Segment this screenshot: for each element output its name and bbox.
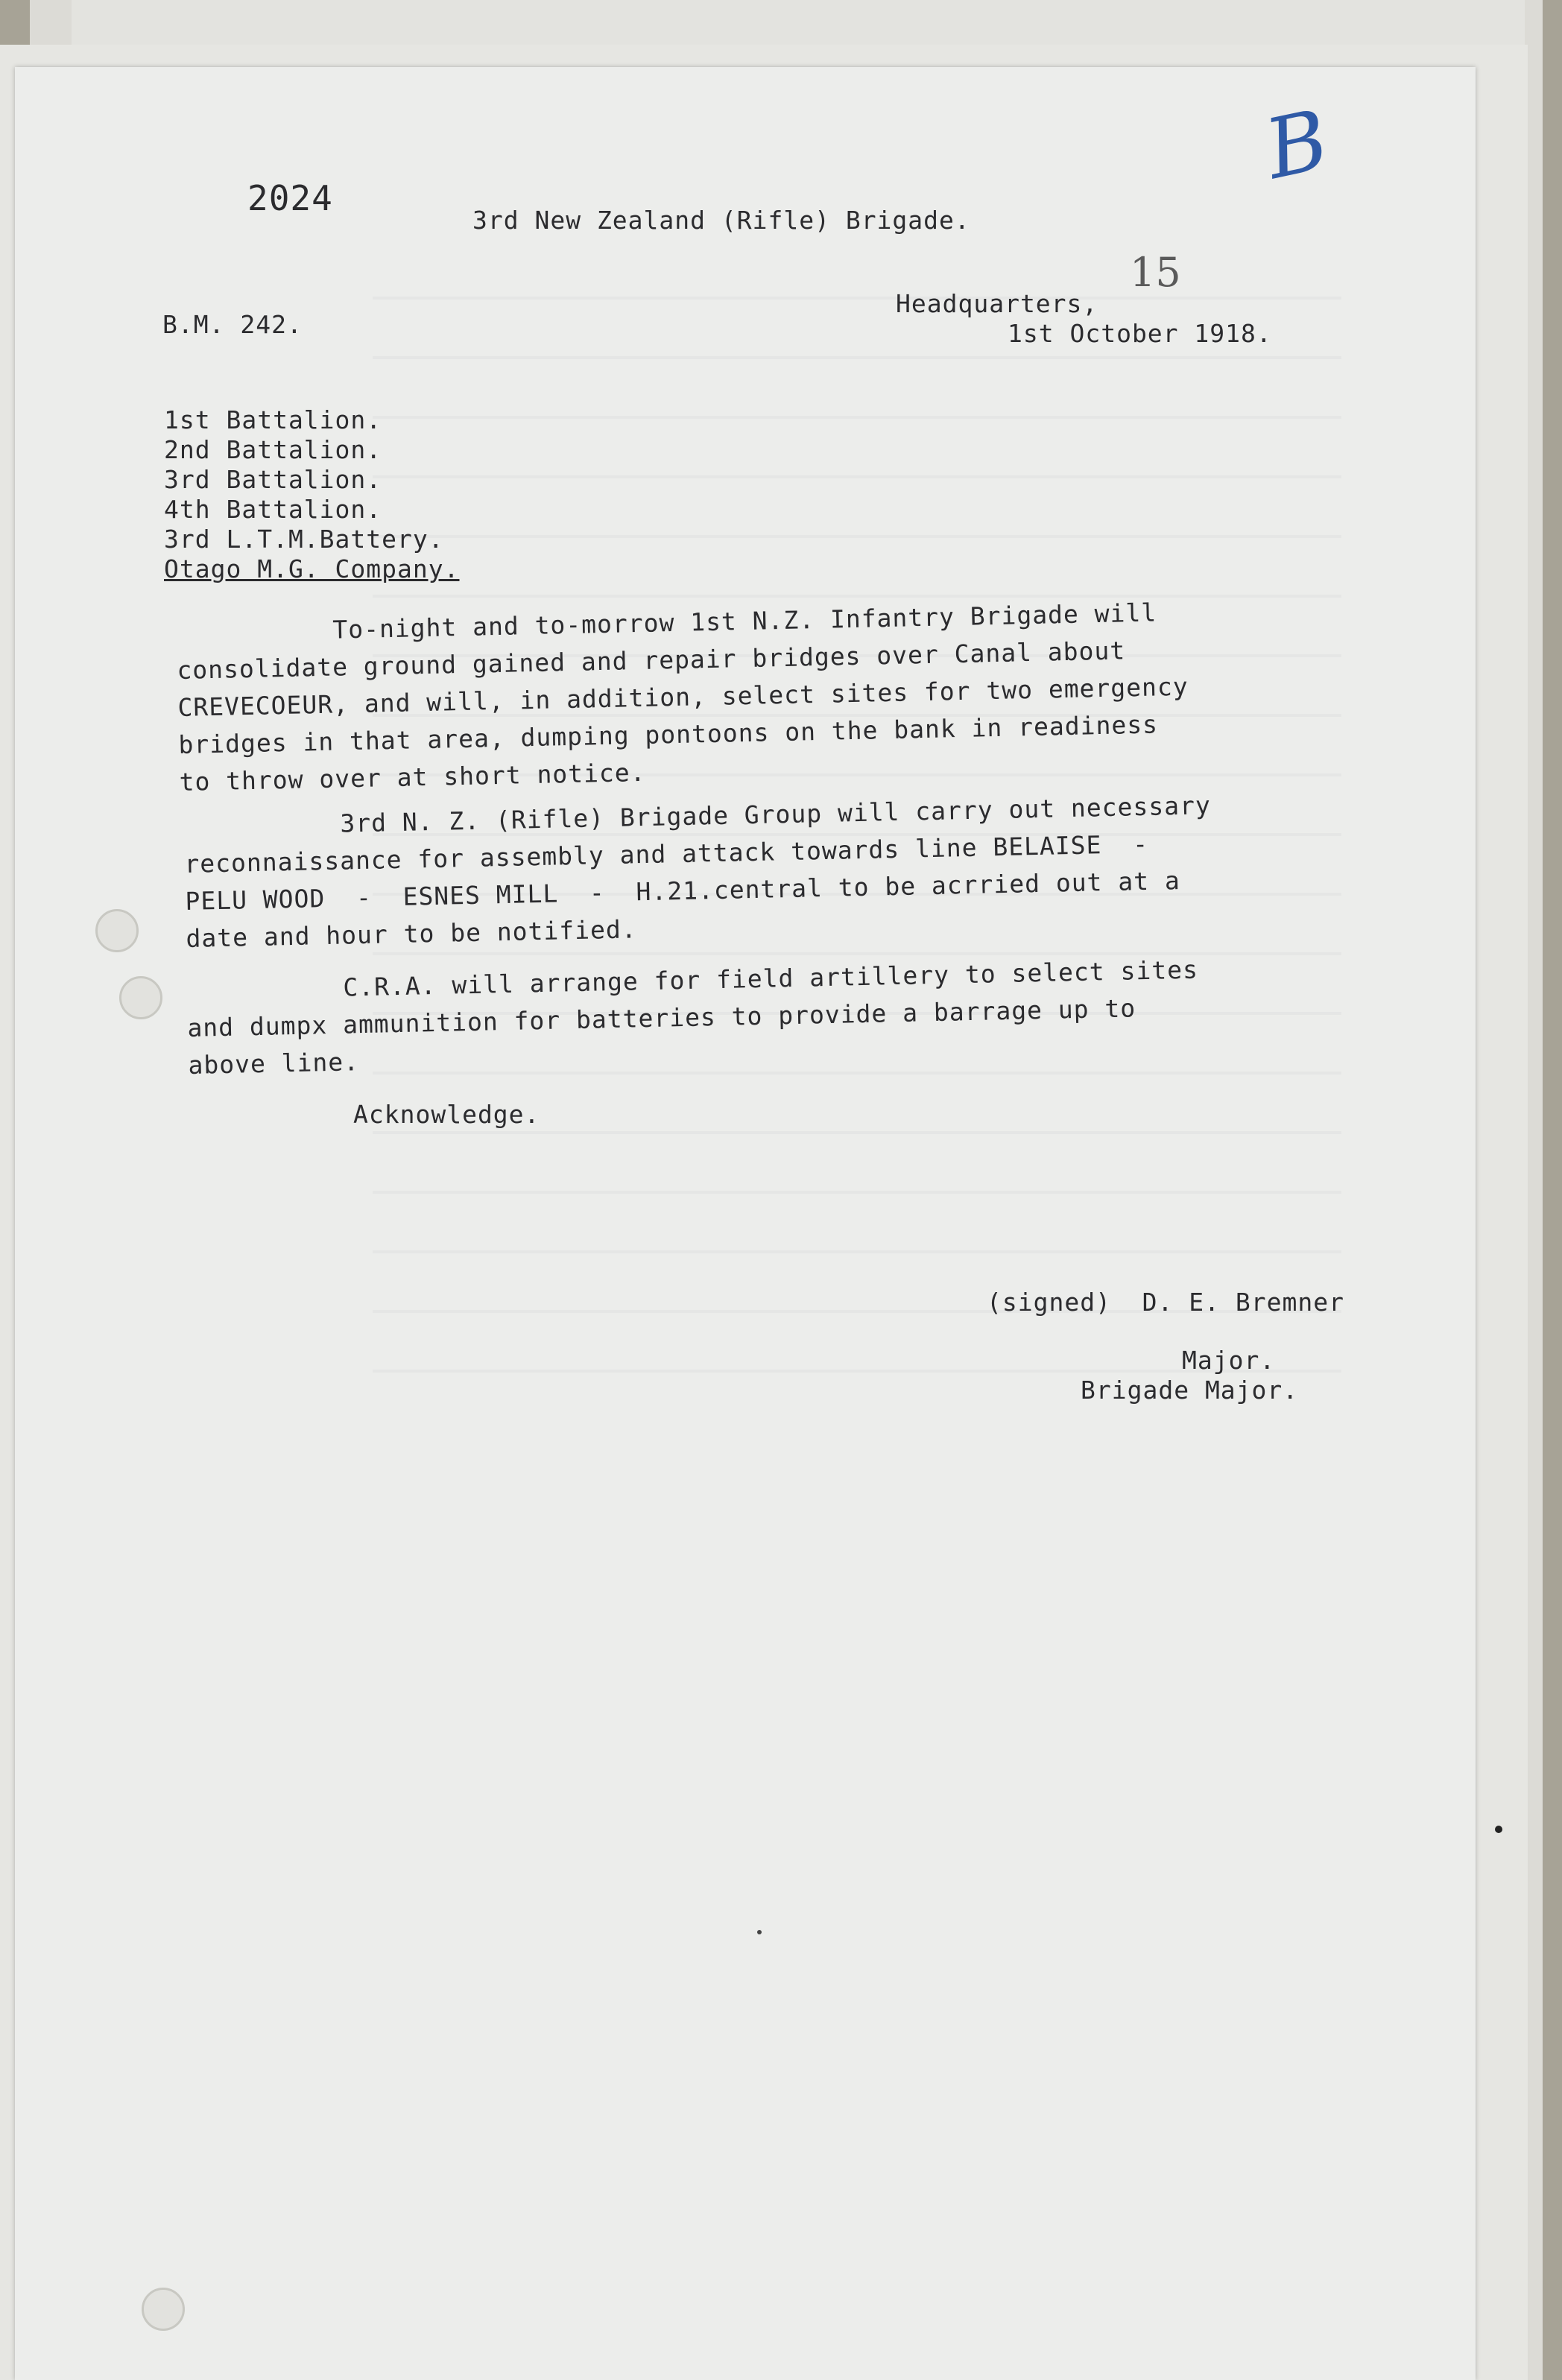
- paragraph-line: bridges in that area, dumping pontoons on the bank in readiness: [178, 709, 1159, 759]
- signatory-title: Brigade Major.: [1081, 1376, 1299, 1405]
- file-number: 2024: [247, 178, 333, 218]
- recipient: 2nd Battalion.: [164, 435, 382, 464]
- punch-hole: [142, 2288, 185, 2331]
- punch-hole: [119, 976, 162, 1019]
- recipient: Otago M.G. Company.: [164, 554, 460, 583]
- page-number: 15: [1130, 249, 1181, 296]
- paragraph-line: To-night and to-morrow 1st N.Z. Infantry Brigade will: [332, 598, 1157, 645]
- paragraph-line: above line.: [188, 1047, 360, 1080]
- paragraph-line: 3rd N. Z. (Rifle) Brigade Group will carry out necessary: [339, 791, 1212, 838]
- paragraph-line: date and hour to be notified.: [186, 914, 637, 953]
- ink-dot: [757, 1930, 762, 1934]
- paragraph-line: and dumpx ammunition for batteries to provide a barrage up to: [187, 993, 1136, 1042]
- document-page: [15, 67, 1476, 2380]
- reference-number: B.M. 242.: [162, 310, 303, 339]
- recipient: 3rd Battalion.: [164, 465, 382, 494]
- rank: Major.: [1182, 1346, 1276, 1375]
- ink-dot: [1495, 1826, 1502, 1833]
- punch-hole: [95, 909, 139, 952]
- recipient: 1st Battalion.: [164, 405, 382, 434]
- date: 1st October 1918.: [1008, 319, 1272, 348]
- paragraph-line: CREVECOEUR, and will, in addition, select sites for two emergency: [177, 671, 1189, 722]
- paragraph-line: reconnaissance for assembly and attack towards line BELAISE -: [184, 829, 1149, 879]
- signature: (signed) D. E. Bremner: [987, 1288, 1344, 1317]
- recipient: 4th Battalion.: [164, 495, 382, 524]
- unit-heading: 3rd New Zealand (Rifle) Brigade.: [472, 206, 970, 235]
- paragraph-line: consolidate ground gained and repair bridges over Canal about: [177, 636, 1126, 685]
- location: Headquarters,: [896, 289, 1098, 318]
- paragraph-line: C.R.A. will arrange for field artillery to select sites: [342, 955, 1199, 1002]
- recipient: 3rd L.T.M.Battery.: [164, 525, 444, 554]
- paragraph-line: to throw over at short notice.: [179, 757, 646, 797]
- annotation-letter: B: [1257, 91, 1337, 198]
- paragraph-line: PELU WOOD - ESNES MILL - H.21.central to be acrried out at a: [185, 866, 1181, 916]
- closing: Acknowledge.: [353, 1100, 540, 1129]
